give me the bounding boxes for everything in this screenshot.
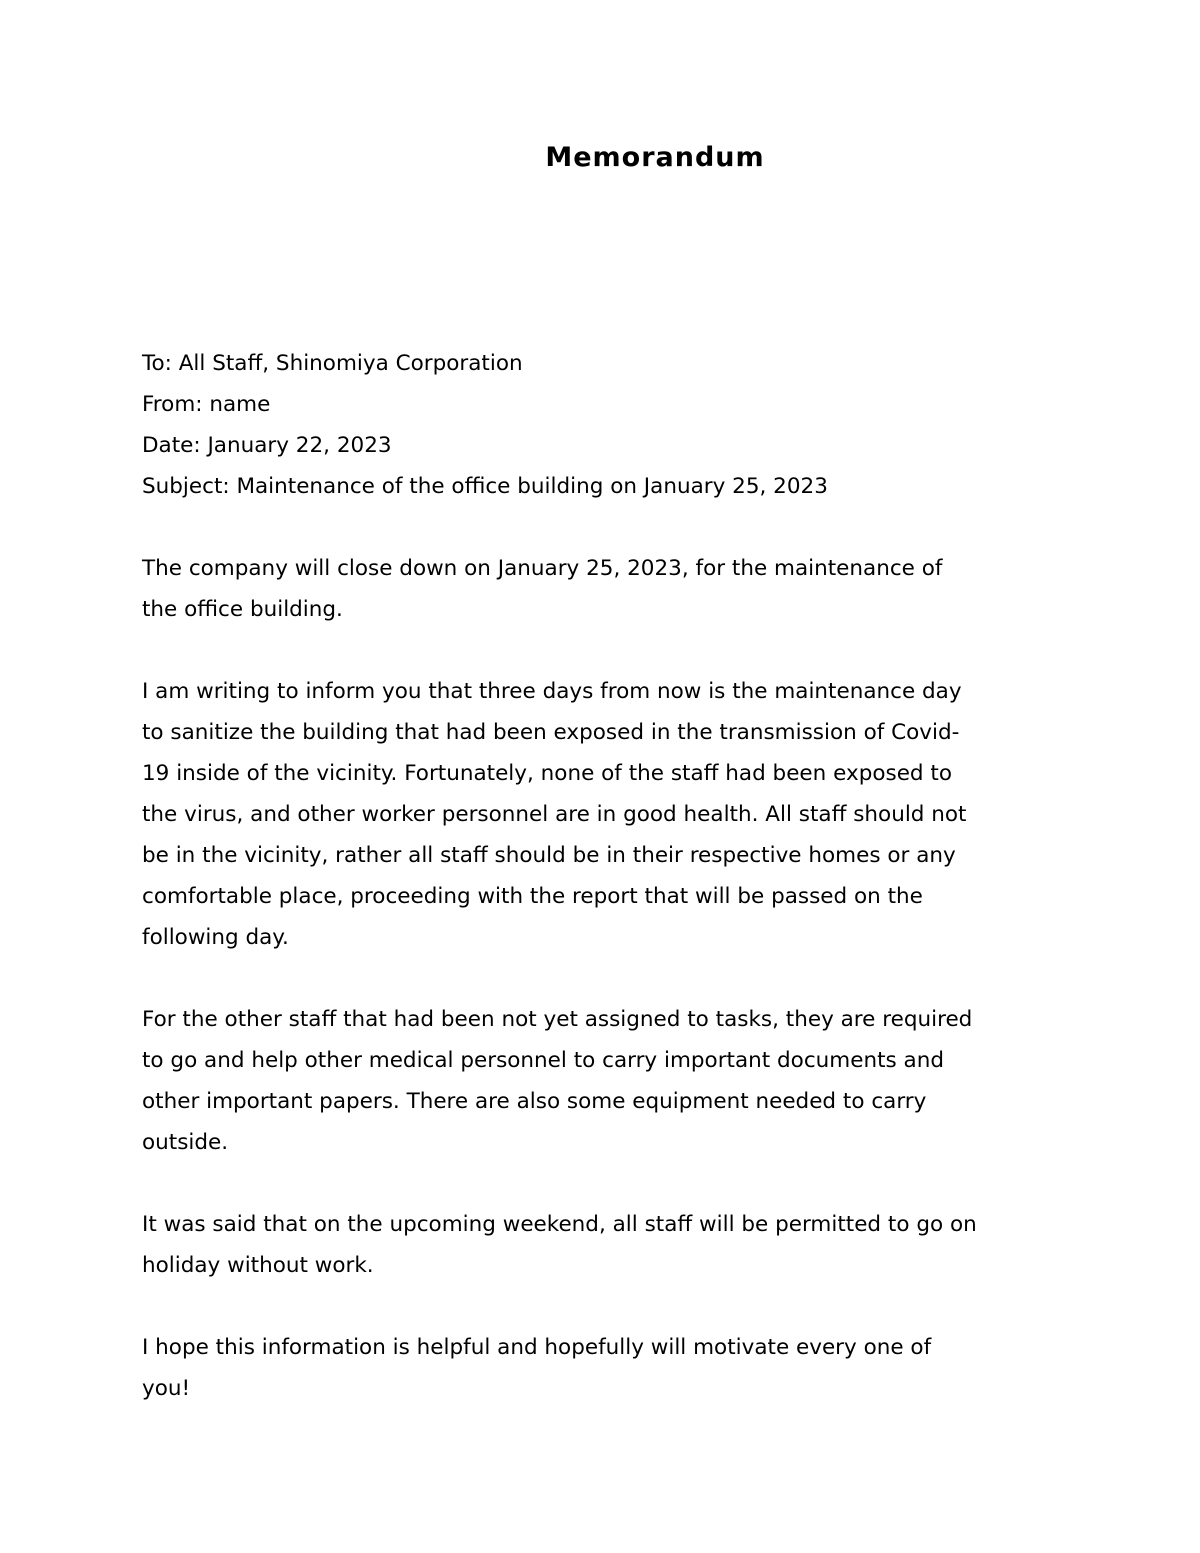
paragraph-line: It was said that on the upcoming weekend, all staff will be permitted to go on (142, 1212, 977, 1237)
paragraph-line: the virus, and other worker personnel are in good health. All staff should not (142, 802, 967, 827)
paragraph-line: I am writing to inform you that three days from now is the maintenance day (142, 679, 962, 704)
paragraph-line: to go and help other medical personnel to carry important documents and (142, 1048, 944, 1073)
spacer (142, 630, 1072, 671)
paragraph-line: holiday without work. (142, 1253, 374, 1278)
paragraph-line: comfortable place, proceeding with the report that will be passed on the (142, 884, 923, 909)
memo-to-line: To: All Staff, Shinomiya Corporation (142, 351, 523, 376)
paragraph-closure-notice (142, 548, 1072, 630)
paragraph-closing (142, 1327, 1072, 1409)
memo-date-line: Date: January 22, 2023 (142, 433, 392, 458)
spacer (142, 1163, 1072, 1204)
paragraph-line: outside. (142, 1130, 229, 1155)
paragraph-line: you! (142, 1376, 191, 1401)
paragraph-maintenance-details (142, 671, 1072, 958)
spacer (142, 958, 1072, 999)
paragraph-line: I hope this information is helpful and hopefully will motivate every one of (142, 1335, 932, 1360)
paragraph-line: following day. (142, 925, 289, 950)
paragraph-line: the office building. (142, 597, 343, 622)
memo-title: Memorandum (545, 142, 765, 173)
paragraph-line: The company will close down on January 25, 2023, for the maintenance of (142, 556, 943, 581)
memo-subject-line: Subject: Maintenance of the office building on January 25, 2023 (142, 474, 828, 499)
paragraph-line: to sanitize the building that had been exposed in the transmission of Covid- (142, 720, 960, 745)
paragraph-line: For the other staff that had been not yet assigned to tasks, they are required (142, 1007, 973, 1032)
spacer (142, 1286, 1072, 1327)
paragraph-line: be in the vicinity, rather all staff should be in their respective homes or any (142, 843, 956, 868)
paragraph-other-staff-tasks (142, 999, 1072, 1163)
paragraph-weekend-holiday (142, 1204, 1072, 1286)
memo-body (142, 343, 1072, 1409)
paragraph-line: other important papers. There are also some equipment needed to carry (142, 1089, 927, 1114)
memo-header (142, 343, 1072, 507)
paragraph-line: 19 inside of the vicinity. Fortunately, none of the staff had been exposed to (142, 761, 952, 786)
memo-from-line: From: name (142, 392, 271, 417)
spacer (142, 507, 1072, 548)
